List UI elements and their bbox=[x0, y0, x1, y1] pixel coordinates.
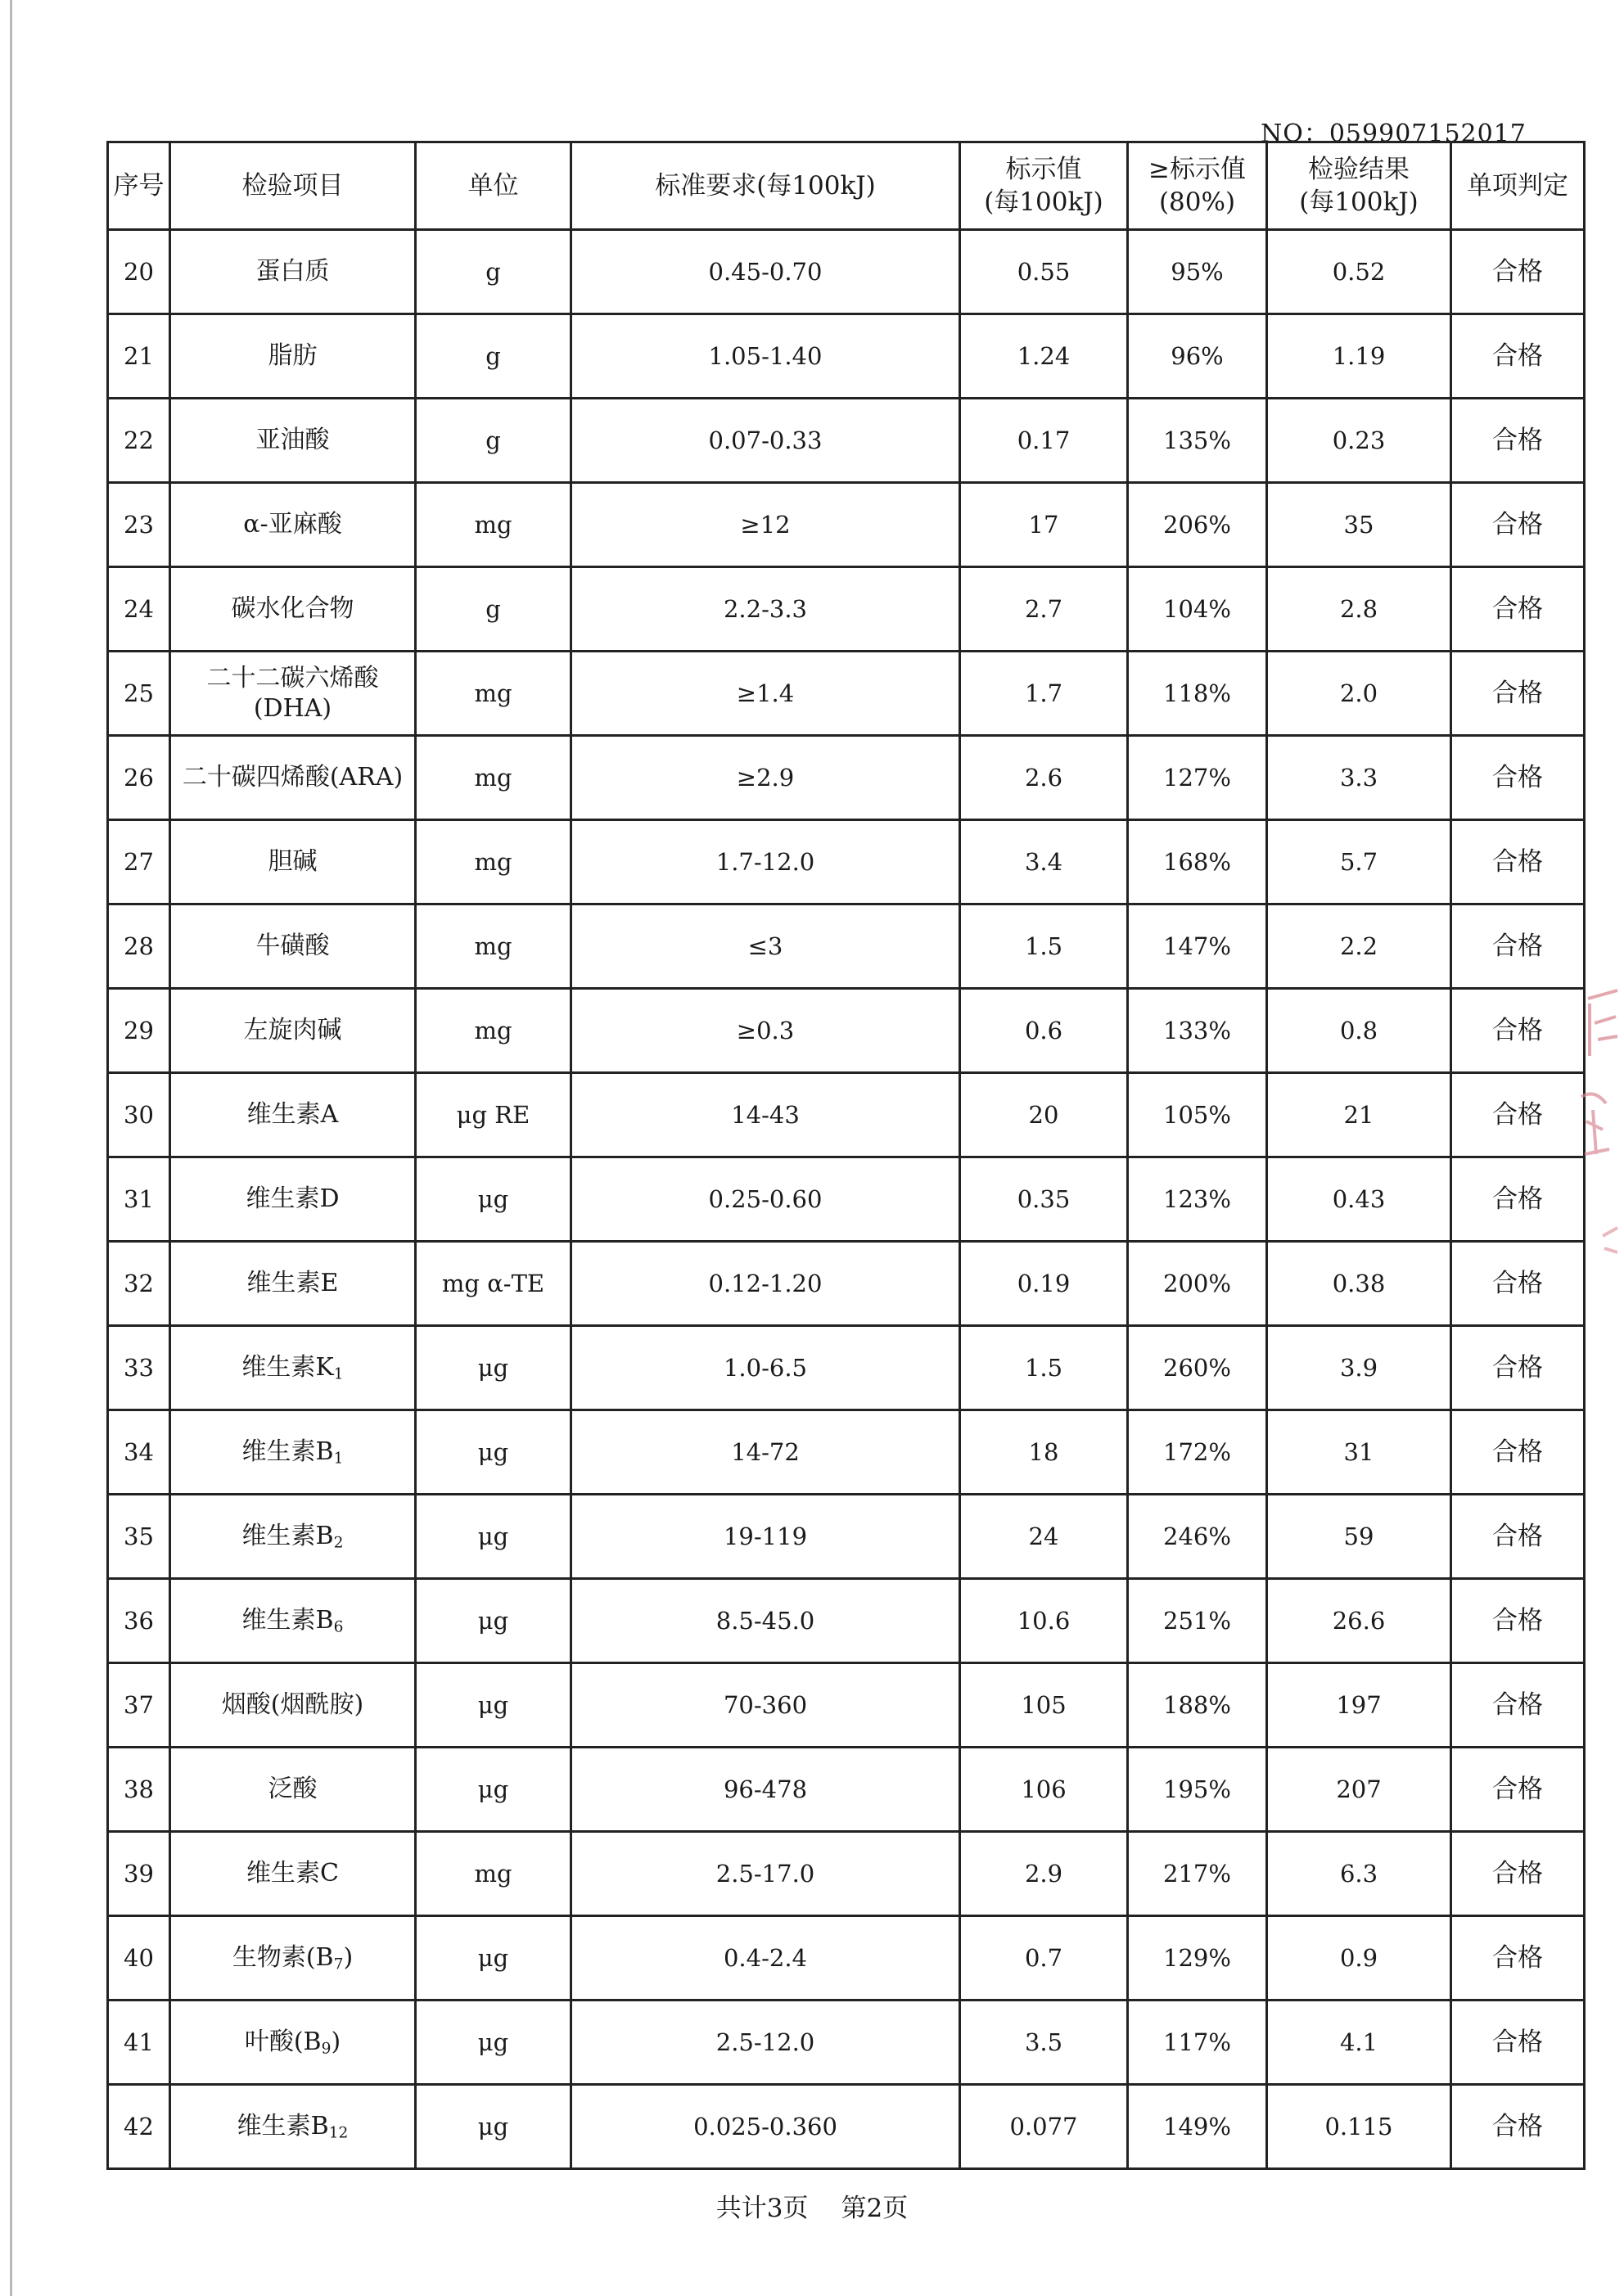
page-footer bbox=[0, 2187, 1624, 2224]
item-name: 维生素K bbox=[241, 1352, 334, 1382]
cell-item bbox=[170, 1579, 416, 1663]
cell-verdict: 合格 bbox=[1451, 1663, 1585, 1748]
cell-pct: 135% bbox=[1128, 399, 1267, 483]
cell-pct: 147% bbox=[1128, 904, 1267, 989]
item-name: 碳水化合物 bbox=[231, 594, 354, 624]
cell-standard: 2.5-12.0 bbox=[571, 2001, 960, 2085]
cell-item bbox=[170, 483, 416, 567]
cell-unit: μg bbox=[416, 1916, 571, 2001]
table-row bbox=[108, 1410, 1585, 1495]
cell-labeled: 0.6 bbox=[960, 989, 1128, 1073]
cell-standard: ≥1.4 bbox=[571, 652, 960, 736]
header-verdict: 单项判定 bbox=[1451, 142, 1585, 230]
cell-pct: 105% bbox=[1128, 1073, 1267, 1157]
item-name-suffix: ) bbox=[343, 1942, 354, 1972]
cell-unit: μg RE bbox=[416, 1073, 571, 1157]
item-name: 亚油酸 bbox=[255, 426, 330, 455]
table-row bbox=[108, 1495, 1585, 1579]
cell-seq: 42 bbox=[108, 2085, 170, 2169]
item-name: α-亚麻酸 bbox=[243, 510, 342, 539]
cell-standard: 19-119 bbox=[571, 1495, 960, 1579]
cell-pct: 129% bbox=[1128, 1916, 1267, 2001]
header-unit: 单位 bbox=[416, 142, 571, 230]
header-standard: 标准要求(每100kJ) bbox=[571, 142, 960, 230]
cell-standard: 0.4-2.4 bbox=[571, 1916, 960, 2001]
table-row bbox=[108, 399, 1585, 483]
header-result-line2: (每100kJ) bbox=[1299, 187, 1419, 217]
cell-result: 1.19 bbox=[1267, 314, 1451, 399]
cell-labeled: 0.077 bbox=[960, 2085, 1128, 2169]
cell-seq: 35 bbox=[108, 1495, 170, 1579]
cell-labeled: 20 bbox=[960, 1073, 1128, 1157]
item-subscript: 1 bbox=[333, 1450, 344, 1468]
item-subscript: 12 bbox=[328, 2124, 349, 2142]
cell-result: 207 bbox=[1267, 1748, 1451, 1832]
cell-item bbox=[170, 736, 416, 820]
cell-unit: μg bbox=[416, 2085, 571, 2169]
cell-verdict: 合格 bbox=[1451, 399, 1585, 483]
table-row bbox=[108, 2085, 1585, 2169]
cell-item bbox=[170, 399, 416, 483]
red-seal-stamp-fragment bbox=[1570, 966, 1619, 1310]
header-labeled-line1: 标示值 bbox=[1005, 154, 1082, 184]
cell-seq: 23 bbox=[108, 483, 170, 567]
cell-unit: mg bbox=[416, 820, 571, 904]
cell-unit: mg α-TE bbox=[416, 1242, 571, 1326]
cell-verdict: 合格 bbox=[1451, 820, 1585, 904]
cell-pct: 195% bbox=[1128, 1748, 1267, 1832]
cell-standard: 1.0-6.5 bbox=[571, 1326, 960, 1410]
cell-pct: 95% bbox=[1128, 230, 1267, 314]
scan-edge-line bbox=[10, 0, 12, 2296]
cell-seq: 24 bbox=[108, 567, 170, 652]
cell-labeled: 17 bbox=[960, 483, 1128, 567]
cell-verdict: 合格 bbox=[1451, 483, 1585, 567]
item-name: 泛酸 bbox=[268, 1775, 318, 1804]
cell-verdict: 合格 bbox=[1451, 1410, 1585, 1495]
cell-result: 35 bbox=[1267, 483, 1451, 567]
cell-unit: mg bbox=[416, 904, 571, 989]
cell-pct: 118% bbox=[1128, 652, 1267, 736]
cell-result: 59 bbox=[1267, 1495, 1451, 1579]
table-row bbox=[108, 2001, 1585, 2085]
cell-labeled: 0.19 bbox=[960, 1242, 1128, 1326]
cell-item bbox=[170, 904, 416, 989]
cell-unit: μg bbox=[416, 1495, 571, 1579]
cell-result: 197 bbox=[1267, 1663, 1451, 1748]
table-row bbox=[108, 1916, 1585, 2001]
header-seq: 序号 bbox=[108, 142, 170, 230]
cell-unit: mg bbox=[416, 652, 571, 736]
cell-labeled: 105 bbox=[960, 1663, 1128, 1748]
cell-result: 3.9 bbox=[1267, 1326, 1451, 1410]
cell-seq: 39 bbox=[108, 1832, 170, 1916]
cell-unit: mg bbox=[416, 483, 571, 567]
cell-item bbox=[170, 1157, 416, 1242]
table-row bbox=[108, 230, 1585, 314]
item-subscript: 7 bbox=[333, 1955, 344, 1973]
cell-item bbox=[170, 230, 416, 314]
cell-unit: g bbox=[416, 399, 571, 483]
cell-standard: 0.12-1.20 bbox=[571, 1242, 960, 1326]
cell-pct: 188% bbox=[1128, 1663, 1267, 1748]
cell-pct: 96% bbox=[1128, 314, 1267, 399]
item-name: 维生素B bbox=[241, 1605, 334, 1635]
cell-unit: g bbox=[416, 314, 571, 399]
cell-labeled: 106 bbox=[960, 1748, 1128, 1832]
cell-labeled: 1.5 bbox=[960, 904, 1128, 989]
table-row bbox=[108, 1242, 1585, 1326]
cell-standard: 0.025-0.360 bbox=[571, 2085, 960, 2169]
cell-result: 0.9 bbox=[1267, 1916, 1451, 2001]
cell-labeled: 10.6 bbox=[960, 1579, 1128, 1663]
item-name: 脂肪 bbox=[268, 341, 318, 371]
cell-pct: 217% bbox=[1128, 1832, 1267, 1916]
table-row bbox=[108, 314, 1585, 399]
table-row bbox=[108, 1832, 1585, 1916]
item-name: 维生素B bbox=[241, 1437, 334, 1466]
cell-item bbox=[170, 1495, 416, 1579]
cell-seq: 27 bbox=[108, 820, 170, 904]
cell-pct: 200% bbox=[1128, 1242, 1267, 1326]
cell-verdict: 合格 bbox=[1451, 2085, 1585, 2169]
cell-standard: 0.45-0.70 bbox=[571, 230, 960, 314]
cell-labeled: 18 bbox=[960, 1410, 1128, 1495]
item-subscript: 6 bbox=[333, 1618, 344, 1636]
cell-standard: ≥0.3 bbox=[571, 989, 960, 1073]
cell-result: 2.2 bbox=[1267, 904, 1451, 989]
table-row bbox=[108, 1748, 1585, 1832]
item-subscript: 9 bbox=[321, 2040, 332, 2058]
cell-pct: 251% bbox=[1128, 1579, 1267, 1663]
report-number: NO：059907152017 bbox=[1261, 120, 1527, 148]
table-row bbox=[108, 904, 1585, 989]
cell-verdict: 合格 bbox=[1451, 904, 1585, 989]
cell-labeled: 1.5 bbox=[960, 1326, 1128, 1410]
cell-item bbox=[170, 2085, 416, 2169]
cell-item bbox=[170, 820, 416, 904]
cell-verdict: 合格 bbox=[1451, 1242, 1585, 1326]
item-name: 叶酸(B bbox=[244, 2027, 322, 2056]
cell-seq: 30 bbox=[108, 1073, 170, 1157]
cell-pct: 168% bbox=[1128, 820, 1267, 904]
cell-standard: 2.2-3.3 bbox=[571, 567, 960, 652]
cell-item bbox=[170, 1242, 416, 1326]
table-row bbox=[108, 567, 1585, 652]
table-row bbox=[108, 1073, 1585, 1157]
cell-seq: 21 bbox=[108, 314, 170, 399]
cell-labeled: 0.7 bbox=[960, 1916, 1128, 2001]
cell-standard: 1.05-1.40 bbox=[571, 314, 960, 399]
cell-unit: μg bbox=[416, 1579, 571, 1663]
table-row bbox=[108, 736, 1585, 820]
cell-pct: 133% bbox=[1128, 989, 1267, 1073]
cell-item bbox=[170, 2001, 416, 2085]
cell-item bbox=[170, 314, 416, 399]
cell-standard: ≥2.9 bbox=[571, 736, 960, 820]
table-row bbox=[108, 1579, 1585, 1663]
item-subscript: 1 bbox=[333, 1365, 344, 1383]
cell-seq: 32 bbox=[108, 1242, 170, 1326]
cell-standard: 0.07-0.33 bbox=[571, 399, 960, 483]
inspection-results-table bbox=[106, 141, 1586, 2170]
footer-current-page: 第2页 bbox=[841, 2194, 909, 2223]
cell-item bbox=[170, 1832, 416, 1916]
cell-verdict: 合格 bbox=[1451, 736, 1585, 820]
cell-pct: 123% bbox=[1128, 1157, 1267, 1242]
header-result-line1: 检验结果 bbox=[1308, 154, 1410, 184]
cell-pct: 260% bbox=[1128, 1326, 1267, 1410]
cell-pct: 206% bbox=[1128, 483, 1267, 567]
item-name: 生物素(B bbox=[232, 1942, 334, 1972]
cell-unit: g bbox=[416, 567, 571, 652]
table-row bbox=[108, 483, 1585, 567]
cell-standard: 14-72 bbox=[571, 1410, 960, 1495]
item-name: 维生素B bbox=[241, 1521, 334, 1550]
cell-pct: 127% bbox=[1128, 736, 1267, 820]
item-subscript: 2 bbox=[333, 1534, 344, 1552]
cell-item bbox=[170, 1663, 416, 1748]
item-name: 牛磺酸 bbox=[255, 931, 330, 961]
header-pct-line1: ≥标示值 bbox=[1148, 154, 1246, 184]
cell-result: 3.3 bbox=[1267, 736, 1451, 820]
cell-labeled: 0.55 bbox=[960, 230, 1128, 314]
cell-result: 0.115 bbox=[1267, 2085, 1451, 2169]
cell-seq: 37 bbox=[108, 1663, 170, 1748]
item-name: 烟酸(烟酰胺) bbox=[221, 1690, 364, 1720]
cell-pct: 246% bbox=[1128, 1495, 1267, 1579]
cell-item bbox=[170, 989, 416, 1073]
cell-item bbox=[170, 1916, 416, 2001]
cell-standard: 14-43 bbox=[571, 1073, 960, 1157]
cell-result: 26.6 bbox=[1267, 1579, 1451, 1663]
header-item: 检验项目 bbox=[170, 142, 416, 230]
cell-pct: 117% bbox=[1128, 2001, 1267, 2085]
footer-total-pages: 共计3页 bbox=[715, 2194, 809, 2223]
cell-item bbox=[170, 1326, 416, 1410]
cell-unit: g bbox=[416, 230, 571, 314]
cell-labeled: 0.35 bbox=[960, 1157, 1128, 1242]
cell-seq: 29 bbox=[108, 989, 170, 1073]
cell-standard: ≤3 bbox=[571, 904, 960, 989]
cell-seq: 40 bbox=[108, 1916, 170, 2001]
cell-result: 0.23 bbox=[1267, 399, 1451, 483]
cell-standard: 1.7-12.0 bbox=[571, 820, 960, 904]
cell-standard: 70-360 bbox=[571, 1663, 960, 1748]
cell-seq: 20 bbox=[108, 230, 170, 314]
cell-result: 21 bbox=[1267, 1073, 1451, 1157]
cell-verdict: 合格 bbox=[1451, 230, 1585, 314]
item-name: 维生素D bbox=[246, 1184, 340, 1214]
cell-item bbox=[170, 1073, 416, 1157]
cell-verdict: 合格 bbox=[1451, 1579, 1585, 1663]
cell-verdict: 合格 bbox=[1451, 1916, 1585, 2001]
cell-labeled: 3.5 bbox=[960, 2001, 1128, 2085]
item-name-suffix: ) bbox=[331, 2027, 341, 2056]
cell-result: 2.0 bbox=[1267, 652, 1451, 736]
item-name: 维生素A bbox=[246, 1100, 339, 1130]
cell-unit: μg bbox=[416, 1157, 571, 1242]
cell-result: 31 bbox=[1267, 1410, 1451, 1495]
cell-pct: 172% bbox=[1128, 1410, 1267, 1495]
cell-verdict: 合格 bbox=[1451, 1495, 1585, 1579]
header-test-result bbox=[1267, 142, 1451, 230]
cell-standard: 2.5-17.0 bbox=[571, 1832, 960, 1916]
cell-verdict: 合格 bbox=[1451, 1157, 1585, 1242]
cell-verdict: 合格 bbox=[1451, 652, 1585, 736]
cell-unit: mg bbox=[416, 989, 571, 1073]
table-row bbox=[108, 1326, 1585, 1410]
cell-labeled: 1.24 bbox=[960, 314, 1128, 399]
item-name: 左旋肉碱 bbox=[243, 1016, 342, 1045]
cell-unit: μg bbox=[416, 1748, 571, 1832]
cell-seq: 33 bbox=[108, 1326, 170, 1410]
cell-unit: μg bbox=[416, 1663, 571, 1748]
item-name: 维生素E bbox=[246, 1269, 339, 1298]
cell-standard: ≥12 bbox=[571, 483, 960, 567]
cell-standard: 0.25-0.60 bbox=[571, 1157, 960, 1242]
cell-seq: 34 bbox=[108, 1410, 170, 1495]
cell-verdict: 合格 bbox=[1451, 1073, 1585, 1157]
cell-result: 4.1 bbox=[1267, 2001, 1451, 2085]
cell-item bbox=[170, 1748, 416, 1832]
cell-labeled: 3.4 bbox=[960, 820, 1128, 904]
table-header-row bbox=[108, 142, 1585, 230]
table-row bbox=[108, 1663, 1585, 1748]
cell-seq: 22 bbox=[108, 399, 170, 483]
header-labeled-value bbox=[960, 142, 1128, 230]
cell-seq: 25 bbox=[108, 652, 170, 736]
cell-seq: 28 bbox=[108, 904, 170, 989]
item-name: 二十二碳六烯酸 bbox=[206, 663, 379, 692]
cell-pct: 104% bbox=[1128, 567, 1267, 652]
cell-result: 5.7 bbox=[1267, 820, 1451, 904]
cell-verdict: 合格 bbox=[1451, 989, 1585, 1073]
cell-labeled: 24 bbox=[960, 1495, 1128, 1579]
cell-result: 6.3 bbox=[1267, 1832, 1451, 1916]
cell-verdict: 合格 bbox=[1451, 1326, 1585, 1410]
cell-result: 0.38 bbox=[1267, 1242, 1451, 1326]
cell-seq: 36 bbox=[108, 1579, 170, 1663]
cell-item bbox=[170, 1410, 416, 1495]
cell-unit: μg bbox=[416, 2001, 571, 2085]
cell-labeled: 2.7 bbox=[960, 567, 1128, 652]
cell-seq: 38 bbox=[108, 1748, 170, 1832]
cell-standard: 96-478 bbox=[571, 1748, 960, 1832]
table-row bbox=[108, 989, 1585, 1073]
cell-verdict: 合格 bbox=[1451, 1832, 1585, 1916]
cell-result: 0.43 bbox=[1267, 1157, 1451, 1242]
header-pct-line2: (80%) bbox=[1158, 187, 1236, 217]
cell-labeled: 0.17 bbox=[960, 399, 1128, 483]
cell-seq: 31 bbox=[108, 1157, 170, 1242]
cell-verdict: 合格 bbox=[1451, 1748, 1585, 1832]
cell-standard: 8.5-45.0 bbox=[571, 1579, 960, 1663]
cell-verdict: 合格 bbox=[1451, 2001, 1585, 2085]
item-name: 二十碳四烯酸(ARA) bbox=[182, 763, 404, 792]
cell-verdict: 合格 bbox=[1451, 567, 1585, 652]
header-percent-of-label bbox=[1128, 142, 1267, 230]
cell-seq: 26 bbox=[108, 736, 170, 820]
cell-labeled: 2.9 bbox=[960, 1832, 1128, 1916]
table-row bbox=[108, 820, 1585, 904]
cell-unit: μg bbox=[416, 1410, 571, 1495]
cell-result: 0.8 bbox=[1267, 989, 1451, 1073]
cell-item bbox=[170, 567, 416, 652]
cell-unit: mg bbox=[416, 1832, 571, 1916]
cell-result: 0.52 bbox=[1267, 230, 1451, 314]
item-name: 维生素C bbox=[246, 1859, 339, 1888]
table-row bbox=[108, 1157, 1585, 1242]
table-body bbox=[108, 230, 1585, 2169]
cell-unit: μg bbox=[416, 1326, 571, 1410]
cell-result: 2.8 bbox=[1267, 567, 1451, 652]
header-labeled-line2: (每100kJ) bbox=[984, 187, 1103, 217]
item-name: 维生素B bbox=[237, 2111, 329, 2140]
cell-labeled: 1.7 bbox=[960, 652, 1128, 736]
cell-item bbox=[170, 652, 416, 736]
item-name: 蛋白质 bbox=[255, 257, 330, 286]
cell-pct: 149% bbox=[1128, 2085, 1267, 2169]
cell-unit: mg bbox=[416, 736, 571, 820]
item-name: 胆碱 bbox=[268, 847, 318, 877]
cell-labeled: 2.6 bbox=[960, 736, 1128, 820]
item-name-line2: (DHA) bbox=[253, 694, 332, 723]
cell-seq: 41 bbox=[108, 2001, 170, 2085]
table-row bbox=[108, 652, 1585, 736]
cell-verdict: 合格 bbox=[1451, 314, 1585, 399]
